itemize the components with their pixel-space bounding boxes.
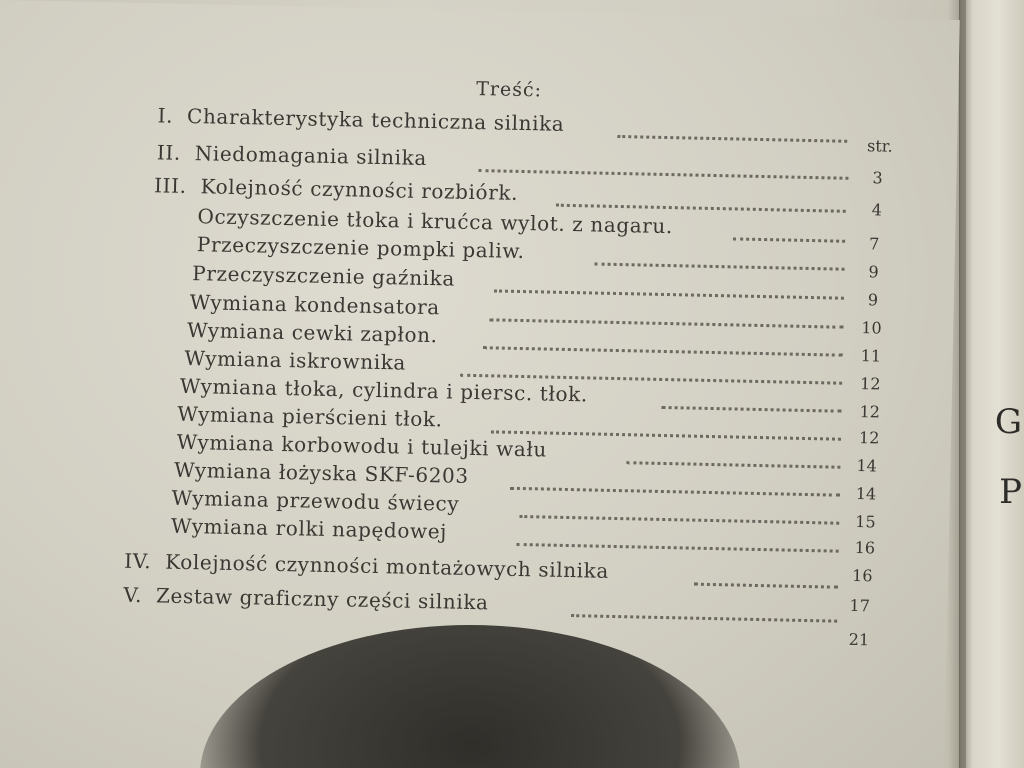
toc-entry-17 [123, 583, 489, 617]
toc-entry-9-text: Wymiana iskrownika [184, 345, 407, 375]
page-number-9: 12 [859, 402, 881, 422]
leader-dots [489, 314, 843, 328]
toc-entry-6-text: Przeczyszczenie gaźnika [192, 261, 456, 291]
toc-entry-5 [197, 232, 525, 265]
adjacent-page [959, 0, 1024, 768]
page-number-6: 10 [861, 318, 882, 338]
toc-entry-9 [184, 346, 406, 377]
leader-dots [571, 610, 837, 623]
adjacent-page-letter-g: G [994, 402, 1022, 442]
toc-entry-11 [177, 402, 443, 434]
toc-entry-16 [124, 549, 609, 585]
page-number-17: 21 [848, 629, 870, 650]
toc-entry-3-text: Kolejność czynności rozbiórk. [200, 174, 519, 205]
leader-dots [479, 165, 849, 180]
toc-entry-1-text: Charakterystyka techniczna silnika [186, 103, 565, 136]
toc-entry-15-text: Wymiana rolki napędowej [170, 513, 448, 544]
leader-dots [694, 579, 838, 589]
toc-entry-17-text: Zestaw graficzny części silnika [155, 583, 489, 615]
page-number-8: 12 [859, 374, 881, 394]
page-number-13: 15 [855, 512, 876, 532]
toc-entry-3 [154, 173, 518, 207]
page-number-11: 14 [856, 456, 877, 476]
leader-dots [733, 233, 845, 242]
adjacent-page-letter-p: P [999, 472, 1022, 512]
toc-entry-12-text: Wymiana korbowodu i tulejki wału [176, 429, 548, 462]
page-number-1: 3 [872, 168, 883, 188]
toc-entry-15 [171, 514, 447, 546]
leader-dots [517, 539, 839, 553]
leader-dots [662, 402, 842, 413]
page-number-16: 17 [849, 595, 871, 616]
toc-entry-2-text: Niedomagania silnika [194, 141, 428, 170]
leader-dots [626, 457, 840, 468]
toc-entry-16-text: Kolejność czynności montażowych silnika [165, 549, 610, 583]
toc-entry-1-number: I. [157, 103, 174, 128]
leader-dots [483, 342, 843, 357]
page-number-3: 7 [868, 234, 880, 254]
toc-entry-1 [157, 103, 564, 138]
toc-entry-11-text: Wymiana pierścieni tłok. [177, 401, 443, 432]
toc-entry-4-text: Oczyszczenie tłoka i krućca wylot. z nagaru. [197, 204, 674, 239]
page-number-15: 16 [851, 565, 873, 586]
page-number-10: 12 [858, 428, 880, 448]
toc-entry-10-text: Wymiana tłoka, cylindra i piersc. tłok. [179, 373, 589, 407]
leader-dots [519, 511, 839, 525]
toc-title: Treść: [476, 77, 543, 102]
toc-entry-7 [189, 290, 440, 321]
page-number-4: 9 [868, 262, 879, 282]
leader-dots [556, 200, 846, 213]
toc-entry-6 [192, 261, 455, 292]
page-number-14: 16 [854, 538, 876, 558]
page-number-12: 14 [855, 484, 877, 504]
toc-entry-2 [157, 140, 428, 172]
toc-entry-5-text: Przeczyszczenie pompki paliw. [196, 232, 525, 264]
leader-dots [510, 483, 840, 497]
page-number-7: 11 [860, 346, 882, 366]
toc-entry-14-text: Wymiana przewodu świecy [171, 485, 460, 516]
leader-dots [494, 285, 844, 299]
page-number-5: 9 [867, 290, 879, 310]
toc-entry-7-text: Wymiana kondensatora [189, 290, 441, 320]
toc-entry-3-number: III. [153, 173, 187, 198]
page-number-2: 4 [871, 200, 883, 220]
toc-entry-8 [187, 318, 438, 349]
toc-entry-2-number: II. [156, 140, 182, 165]
toc-entry-13 [174, 458, 469, 490]
page-column-label: str. [866, 136, 893, 156]
toc-entry-16-number: IV. [124, 548, 152, 574]
leader-dots [595, 259, 845, 271]
toc-entry-8-text: Wymiana cewki zapłon. [186, 317, 438, 348]
toc-entry-14 [171, 486, 459, 518]
toc-entry-13-text: Wymiana łożyska SKF-6203 [173, 457, 469, 488]
toc-entry-17-number: V. [123, 582, 143, 608]
leader-dots [617, 131, 847, 143]
